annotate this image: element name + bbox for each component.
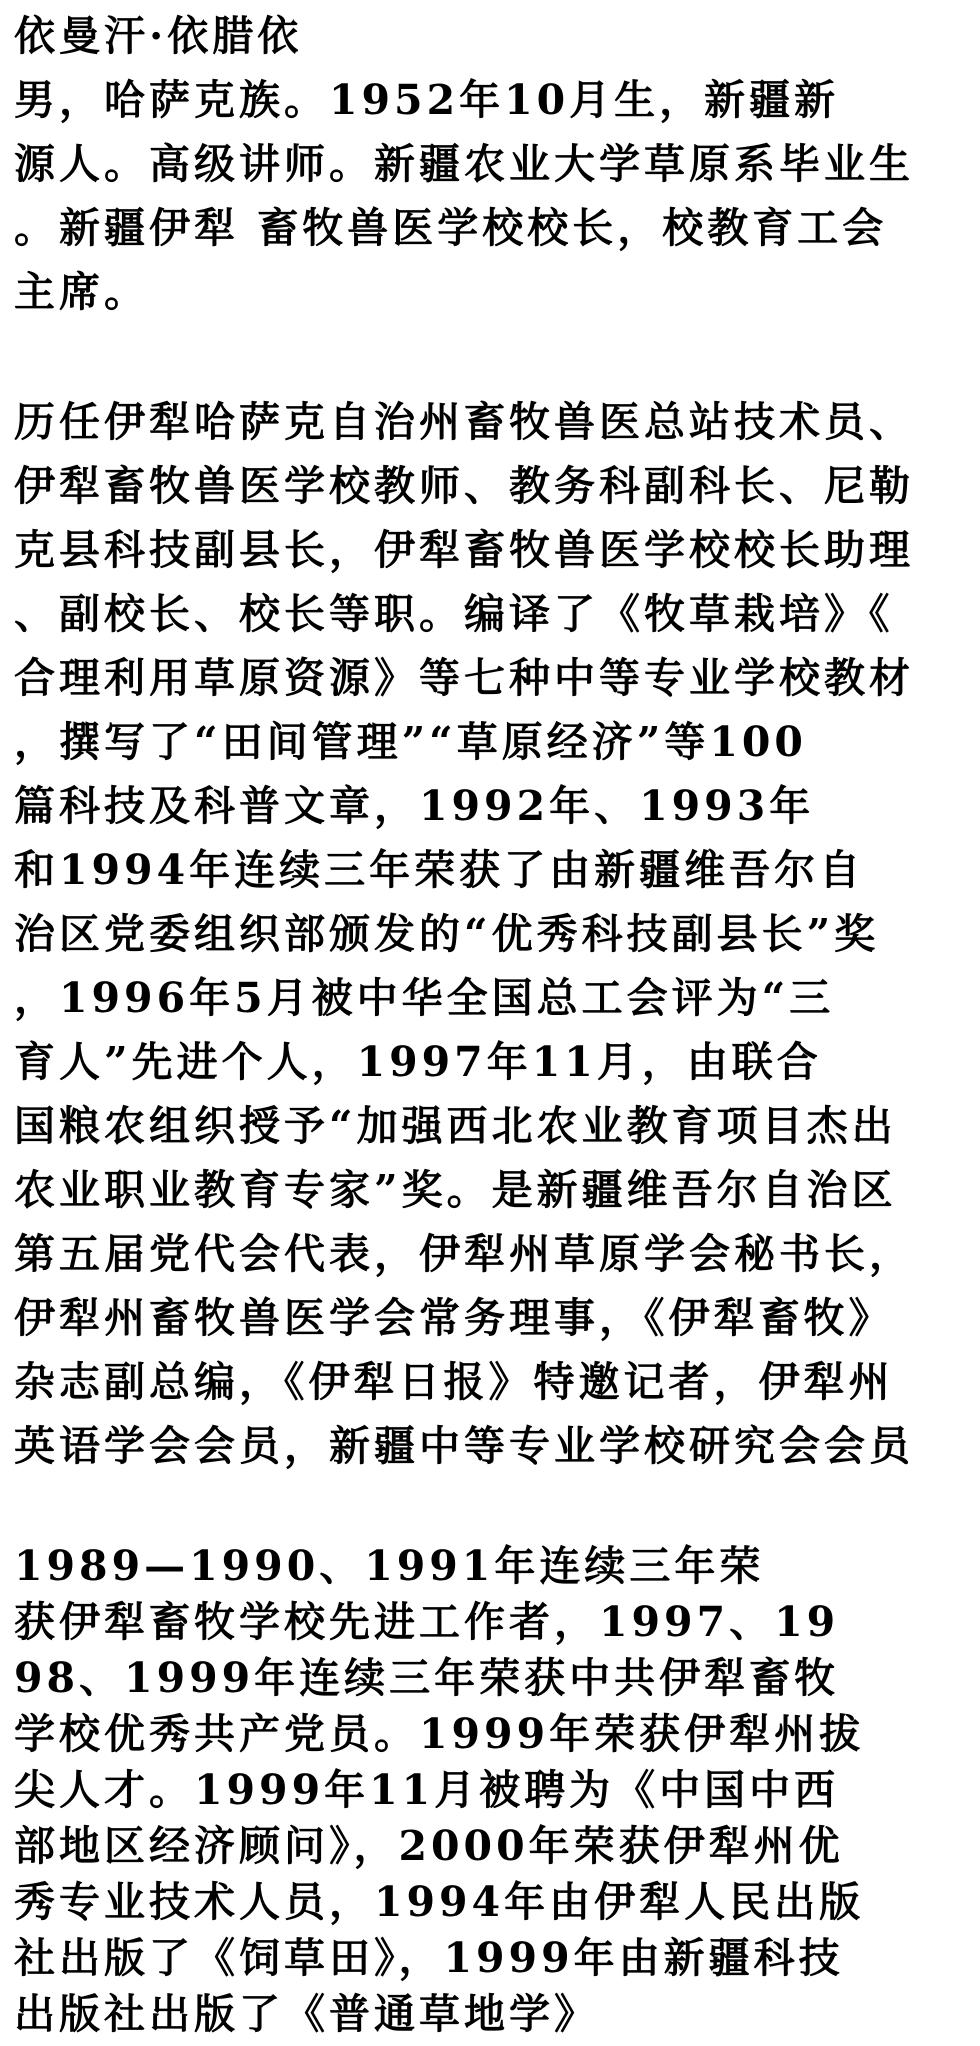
- text-line: 克县科技副县长，伊犁畜牧兽医学校校长助理: [14, 526, 914, 574]
- text-line: 出版社出版了《普通草地学》: [14, 1990, 599, 2038]
- text-line: 98、1999年连续三年荣获中共伊犁畜牧: [14, 1654, 840, 1702]
- text-line: 育人”先进个人，1997年11月，由联合: [14, 1038, 822, 1086]
- text-line: 第五届党代会代表，伊犁州草原学会秘书长，: [14, 1230, 914, 1278]
- text-line: 。新疆伊犁 畜牧兽医学校校长，校教育工会: [14, 204, 888, 252]
- text-line: 治区党委组织部颁发的“优秀科技副县长”奖: [14, 910, 880, 958]
- text-line: 学校优秀共产党员。1999年荣获伊犁州拔: [14, 1710, 865, 1758]
- text-line: 篇科技及科普文章，1992年、1993年: [14, 782, 815, 830]
- text-line: 秀专业技术人员，1994年由伊犁人民出版: [14, 1878, 865, 1926]
- text-line: 伊犁畜牧兽医学校教师、教务科副科长、尼勒: [14, 462, 914, 510]
- text-line: ，撰写了“田间管理”“草原经济”等100: [14, 718, 807, 766]
- text-line: 源人。高级讲师。新疆农业大学草原系毕业生: [14, 140, 914, 188]
- person-name-title: 依曼汗·依腊依: [14, 12, 303, 60]
- text-line: 农业职业教育专家”奖。是新疆维吾尔自治区: [14, 1166, 897, 1214]
- text-line: 、副校长、校长等职。编译了《牧草栽培》《: [14, 590, 894, 638]
- text-line: 部地区经济顾问》，2000年荣获伊犁州优: [14, 1822, 844, 1870]
- text-line: 男，哈萨克族。1952年10月生，新疆新: [14, 76, 840, 124]
- text-line: 杂志副总编，《伊犁日报》特邀记者，伊犁州: [14, 1358, 894, 1406]
- text-line: 英语学会会员，新疆中等专业学校研究会会员: [14, 1422, 914, 1470]
- text-line: 合理利用草原资源》等七种中等专业学校教材: [14, 654, 914, 702]
- text-line: 和1994年连续三年荣获了由新疆维吾尔自: [14, 846, 865, 894]
- text-line: 社出版了《饲草田》，1999年由新疆科技: [14, 1934, 844, 1982]
- text-line: 获伊犁畜牧学校先进工作者，1997、19: [14, 1598, 840, 1646]
- text-line: 历任伊犁哈萨克自治州畜牧兽医总站技术员、: [14, 398, 914, 446]
- text-line: 伊犁州畜牧兽医学会常务理事，《伊犁畜牧》: [14, 1294, 894, 1342]
- text-line: 尖人才。1999年11月被聘为《中国中西: [14, 1766, 840, 1814]
- text-line: 1989—1990、1991年连续三年荣: [14, 1542, 765, 1590]
- text-line: ，1996年5月被中华全国总工会评为“三: [14, 974, 835, 1022]
- text-line: 国粮农组织授予“加强西北农业教育项目杰出: [14, 1102, 897, 1150]
- text-line: 主席。: [14, 268, 149, 316]
